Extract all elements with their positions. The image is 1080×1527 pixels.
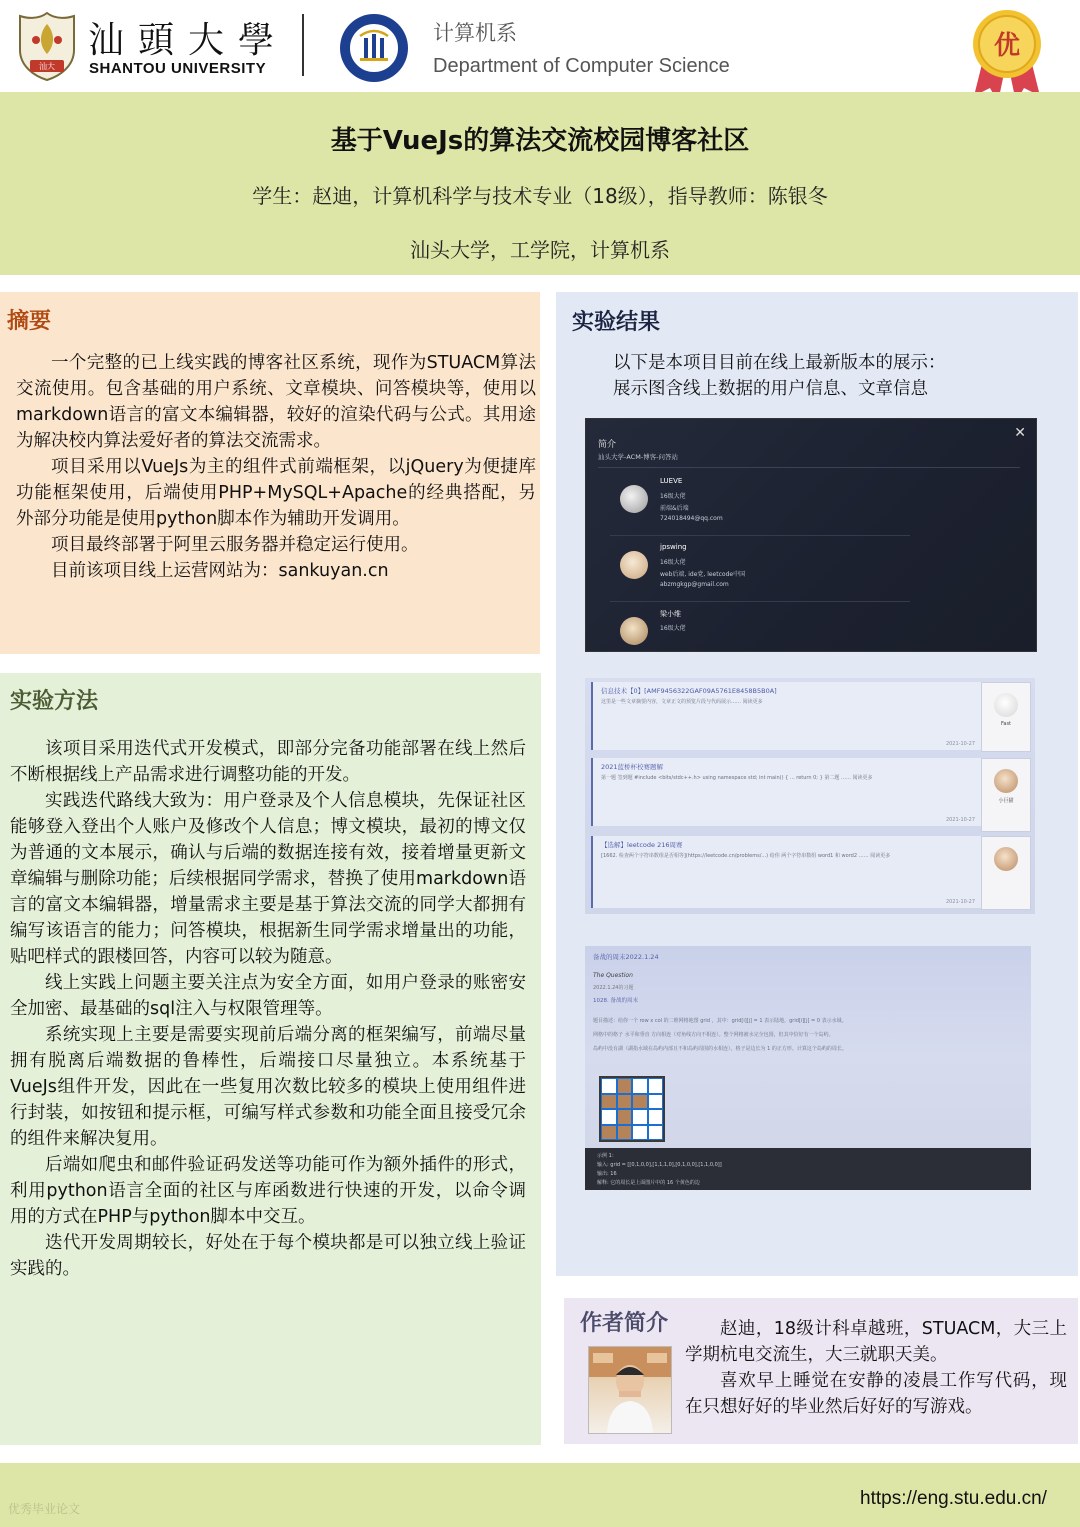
article-meta: 2021-10-27 <box>945 899 975 905</box>
island-grid-figure <box>599 1076 665 1142</box>
article-excerpt: [1662. 检查两个字符串数组是否相等](https://leetcode.cn/problems/...) 给你 两个字符串数组 word1 和 word2 …… 阅读更多 <box>601 853 891 859</box>
modal-title: 简介 <box>598 440 617 450</box>
method-heading: 实验方法 <box>10 689 99 714</box>
user-divider <box>610 601 910 602</box>
results-intro <box>613 350 1053 402</box>
avatar <box>994 769 1018 793</box>
code-block <box>585 1148 1031 1190</box>
user-card <box>616 543 946 603</box>
article-card[interactable] <box>591 836 981 908</box>
author-name: 小巨猫 <box>998 798 1014 804</box>
article-title: 信息技术【0】[AMF9456322GAF09A5761E8458B5B0A] <box>601 687 777 695</box>
report-line: 网格中的格子 水平和垂直 方向相连（对角线方向不相连）。整个网格被水完全包围，但其中恰好有一个岛屿。 <box>593 1032 834 1038</box>
author-portrait-icon <box>589 1347 671 1433</box>
avatar <box>994 693 1018 717</box>
report-line: 岛屿中没有湖（湖指水域在岛屿内部且不和岛屿周围的水相连）。格子是边长为 1 的正方形。计算这个岛屿的周长。 <box>593 1046 847 1052</box>
report-date: 2022.1.24的习题 <box>593 985 634 991</box>
code-line: 输出: 16 <box>597 1171 617 1177</box>
user-name: 梁小维 <box>660 610 681 618</box>
user-divider <box>610 535 910 536</box>
report-line: 题目描述：给你一个 row x col 的二维网格地图 grid ，其中：grid[i][j] = 1 表示陆地，grid[i][j] = 0 表示水域。 <box>593 1018 847 1024</box>
user-info: 724018494@qq.com <box>660 515 723 522</box>
user-info: web后端, ide党, leetcode中国 <box>660 571 746 578</box>
author-card[interactable] <box>981 836 1031 910</box>
avatar <box>620 485 648 513</box>
article-card[interactable] <box>591 682 981 750</box>
abstract-paragraph: 目前该项目线上运营网站为：sankuyan.cn <box>51 561 389 581</box>
profile-modal-screenshot <box>585 418 1037 652</box>
results-intro-line: 以下是本项目目前在线上最新版本的展示： <box>613 353 946 373</box>
abstract-body <box>16 350 536 584</box>
header-divider <box>302 14 304 76</box>
article-meta: 2021-10-27 <box>945 817 975 823</box>
method-paragraph: 线上实践上问题主要关注点为安全方面，如用户登录的账密安全加密、最基础的sql注入与权限管理等。 <box>10 973 526 1019</box>
university-name-en: SHANTOU UNIVERSITY <box>89 60 267 77</box>
report-heading: 1028. 备战的周末 <box>593 998 638 1004</box>
code-line: 示例 1： <box>597 1153 617 1159</box>
author-bio <box>685 1316 1067 1420</box>
department-logo-icon <box>338 12 410 84</box>
abstract-paragraph: 项目采用以VueJs为主的组件式前端框架，以jQuery为便捷库功能框架使用，后端使用PHP+MySQL+Apache的经典搭配，另外部分功能是使用python脚本作为辅助开发调用。 <box>16 457 536 529</box>
user-card <box>616 477 946 537</box>
watermark: 优秀毕业论文 <box>8 1502 81 1516</box>
poster-subtitle: 学生：赵迪，计算机科学与技术专业（18级），指导教师：陈银冬 <box>252 184 828 208</box>
article-excerpt: 这里是一些文章摘要内容，文章正文的预览片段与代码展示…… 阅读更多 <box>601 699 763 705</box>
modal-subtitle: 汕头大学-ACM-博客-问答站 <box>598 453 679 461</box>
article-list-screenshot <box>585 678 1035 914</box>
user-info: 16级大佬 <box>660 559 686 566</box>
department-name-en: Department of Computer Science <box>433 55 730 77</box>
method-paragraph: 后端如爬虫和邮件验证码发送等功能可作为额外插件的形式，利用python语言全面的社区与库函数进行快速的开发，以命令调用的方式在PHP与python脚本中交互。 <box>10 1155 526 1227</box>
author-card[interactable] <box>981 758 1031 832</box>
user-info: abzmgkgp@gmail.com <box>660 581 729 588</box>
abstract-paragraph: 项目最终部署于阿里云服务器并稳定运行使用。 <box>51 535 419 555</box>
method-paragraph: 系统实现上主要是需要实现前后端分离的框架编写，前端尽量拥有脱离后端数据的鲁棒性，后端接口尽量独立。本系统基于VueJs组件开发，因此在一些复用次数比较多的模块上使用组件进行封装，如按钮和提示框，可编写样式参数和功能全面且接受冗余的组件来解决复用。 <box>10 1025 526 1149</box>
author-card[interactable] <box>981 682 1031 752</box>
method-paragraph: 实践迭代路线大致为：用户登录及个人信息模块，先保证社区能够登入登出个人账户及修改个人信息；博文模块，最初的博文仅为普通的文本展示，确认与后端的数据连接有效，接着增量更新文章编辑与删除功能；后续根据同学需求，替换了使用markdown语言的富文本编辑器，增量需求主要是基于算法交流的同学大都拥有编写该语言的能力；问答模块，根据新生同学需求增量出的功能，贴吧样式的跟楼回答，内容可以较为随意。 <box>10 791 526 967</box>
seal-label: 汕大 <box>39 62 55 71</box>
university-name-cn: 汕頭大學 <box>88 20 289 61</box>
user-info: 16级大佬 <box>660 493 686 500</box>
footer-url-link[interactable]: https://eng.stu.edu.cn/ <box>860 1488 1047 1509</box>
department-name-cn: 计算机系 <box>433 21 517 45</box>
method-paragraph: 迭代开发周期较长，好处在于每个模块都是可以独立线上验证实践的。 <box>10 1233 526 1279</box>
report-tag: The Question <box>593 972 633 979</box>
article-title: 2021蓝桥杯校赛题解 <box>601 763 664 771</box>
user-name: LUEVE <box>660 477 683 485</box>
user-name: jpswing <box>660 543 687 551</box>
avatar <box>994 847 1018 871</box>
article-excerpt: 第一题 签到题 #include <bits/stdc++.h> using namespace std; int main() { ... return 0; } 第二题 …… 阅读更多 <box>601 775 873 781</box>
author-paragraph: 喜欢早上睡觉在安静的凌晨工作写代码，现在只想好好的毕业然后好好的写游戏。 <box>685 1371 1067 1417</box>
badge-label: 优 <box>993 31 1020 61</box>
abstract-paragraph: 一个完整的已上线实践的博客社区系统，现作为STUACM算法交流使用。包含基础的用户系统、文章模块、问答模块等，使用以markdown语言的富文本编辑器，较好的渲染代码与公式。其用途为解决校内算法爱好者的算法交流需求。 <box>16 353 536 451</box>
user-info: 前端&后端 <box>660 505 689 512</box>
method-paragraph: 该项目采用迭代式开发模式，即部分完备功能部署在线上然后不断根据线上产品需求进行调整功能的开发。 <box>10 739 526 785</box>
avatar <box>620 551 648 579</box>
report-title: 备战的周末2022.1.24 <box>593 953 659 961</box>
close-icon[interactable]: ✕ <box>1014 425 1026 441</box>
abstract-heading: 摘要 <box>7 309 52 334</box>
avatar <box>620 617 648 645</box>
author-photo <box>588 1346 672 1434</box>
modal-divider <box>598 467 1020 468</box>
author-paragraph: 赵迪，18级计科卓越班，STUACM，大三上学期杭电交流生，大三就职天美。 <box>685 1319 1067 1365</box>
code-line: 解释: 它的周长是上面图片中的 16 个黄色的边 <box>597 1180 700 1186</box>
user-card <box>616 609 946 652</box>
code-line: 输入: grid = [[0,1,0,0],[1,1,1,0],[0,1,0,0],[1,1,0,0]] <box>597 1162 722 1168</box>
article-card[interactable] <box>591 758 981 826</box>
user-info: 16级大佬 <box>660 625 686 632</box>
article-meta: 2021-10-27 <box>945 741 975 747</box>
method-body <box>10 736 526 1282</box>
poster-affiliation: 汕头大学，工学院，计算机系 <box>410 238 670 262</box>
weekly-report-screenshot <box>585 946 1031 1190</box>
author-name: Fast <box>1000 721 1012 727</box>
author-heading: 作者简介 <box>580 1311 669 1336</box>
results-intro-line: 展示图含线上数据的用户信息、文章信息 <box>613 379 928 399</box>
article-title: 【选解】leetcode 216周赛 <box>601 841 683 849</box>
results-heading: 实验结果 <box>572 310 661 335</box>
poster-title: 基于VueJs的算法交流校园博客社区 <box>330 126 750 156</box>
